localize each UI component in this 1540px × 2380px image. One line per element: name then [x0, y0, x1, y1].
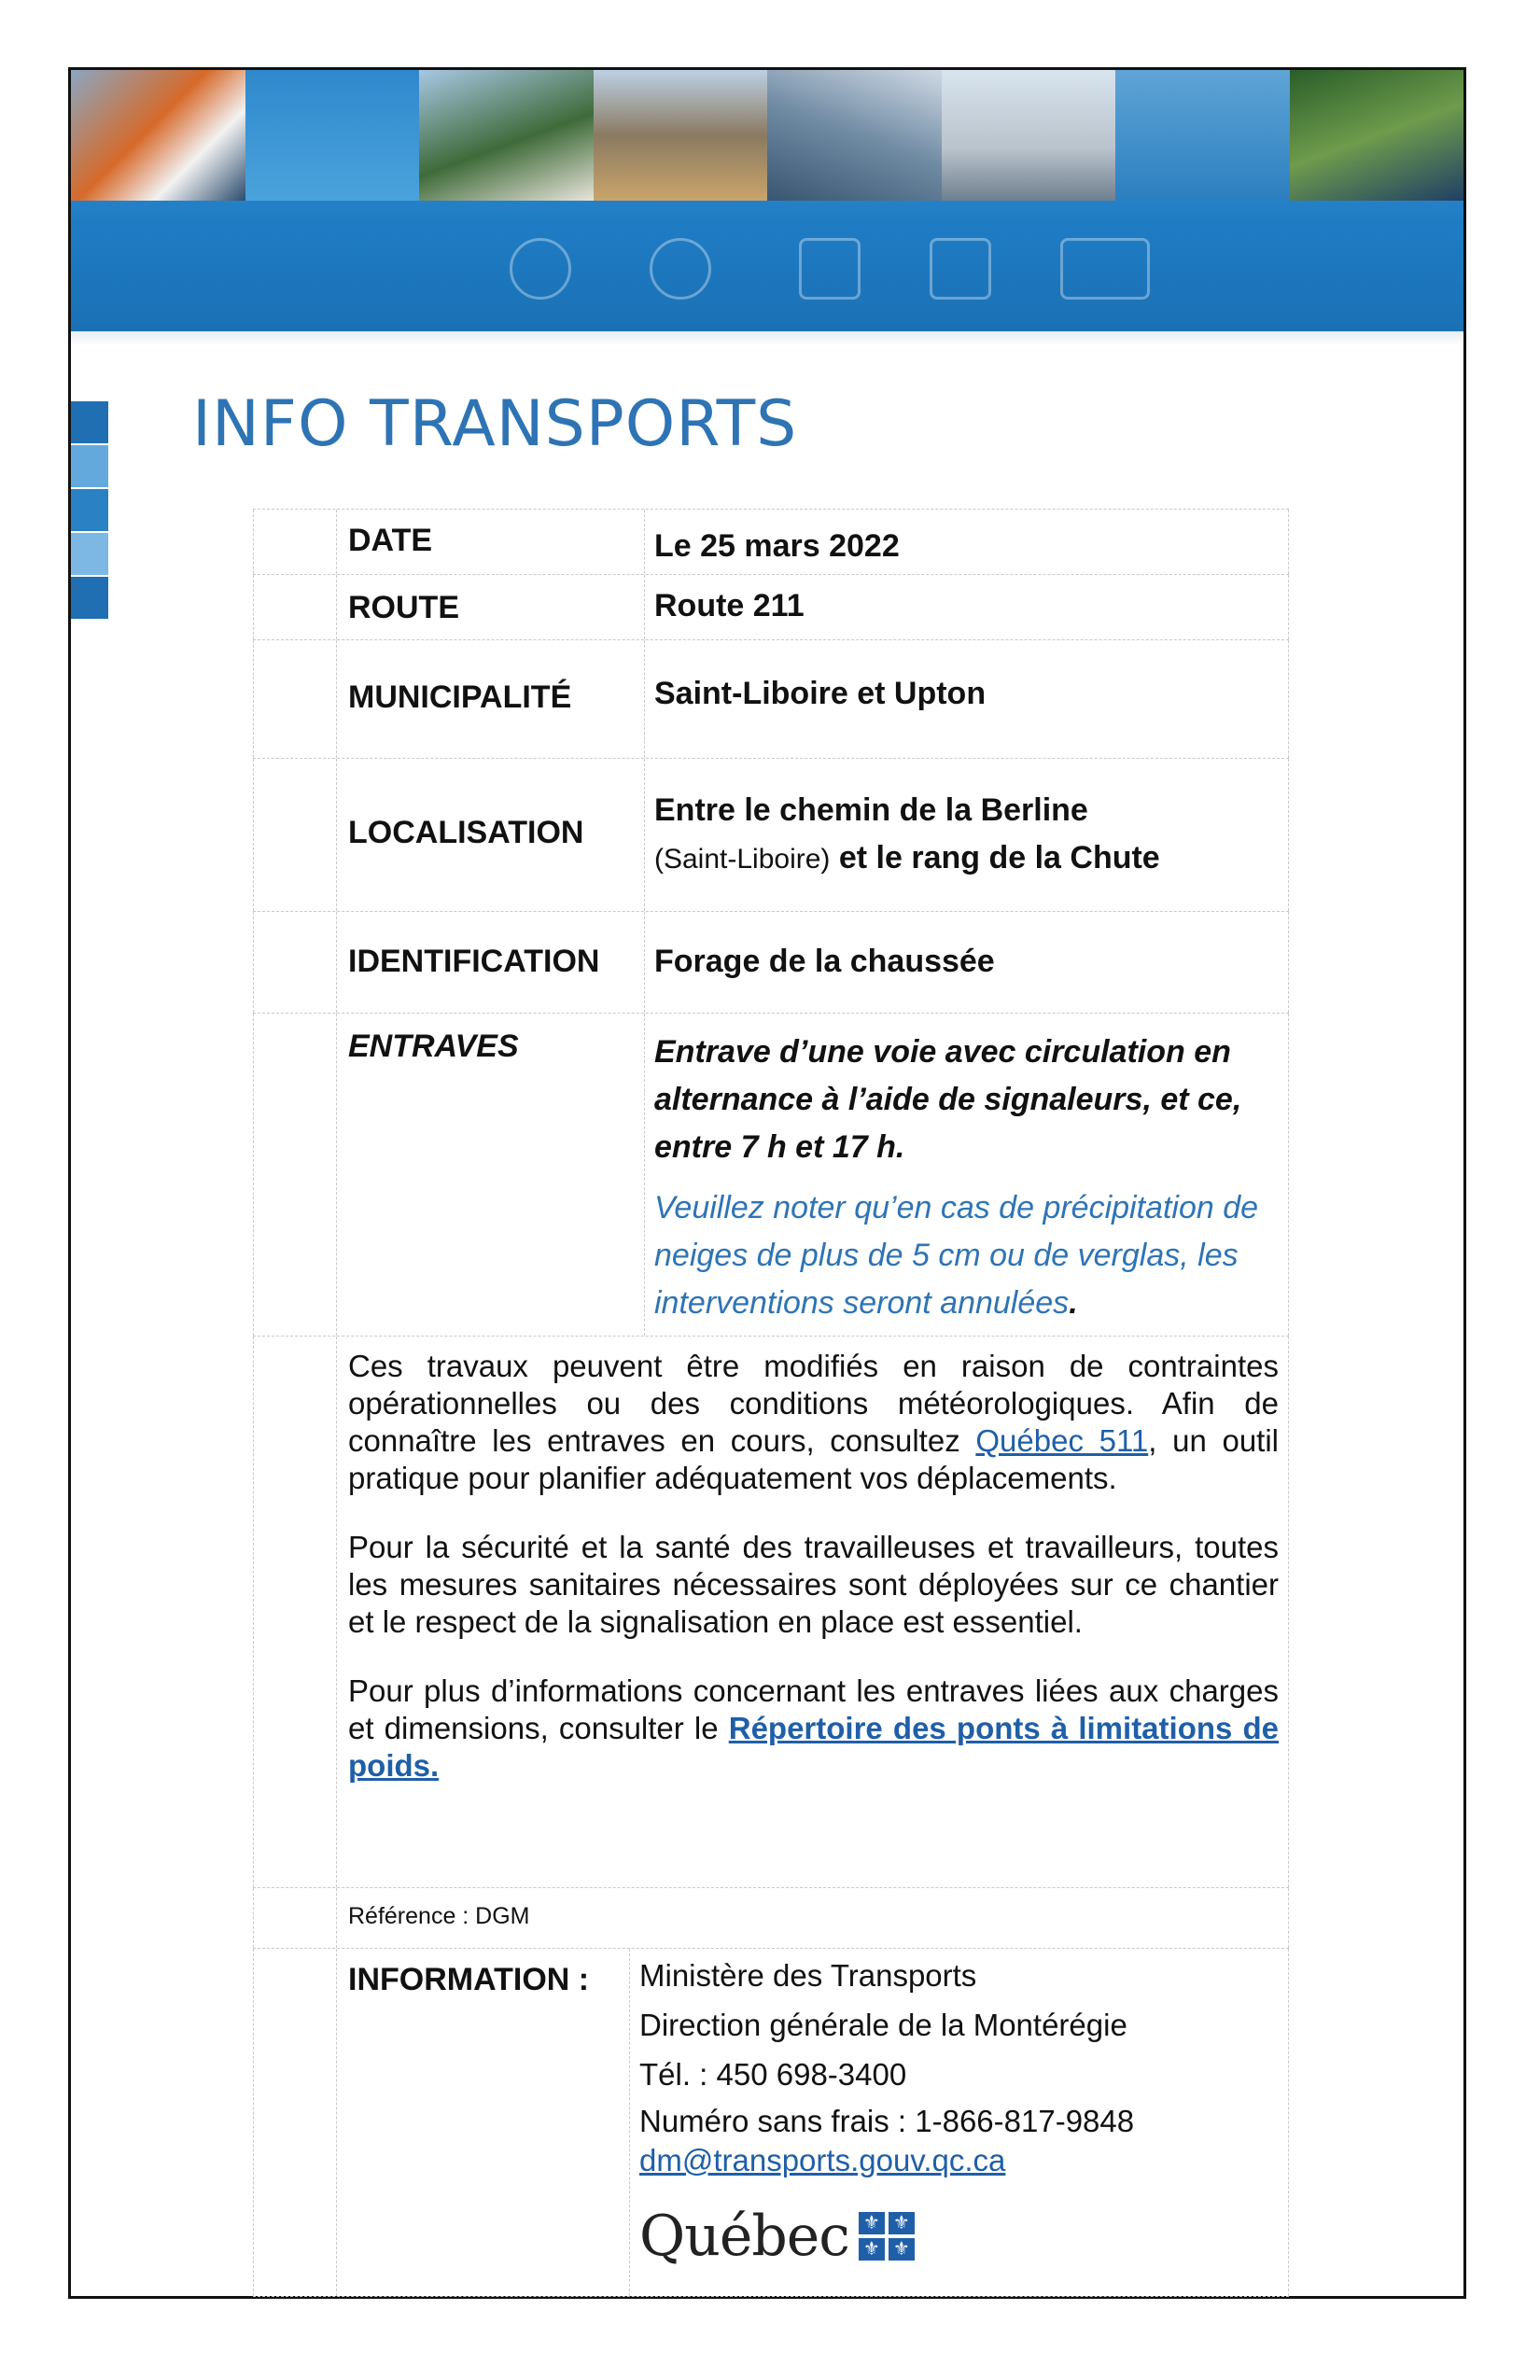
bridges-directory-link[interactable]: Répertoire des ponts à limitations de poids. — [348, 1711, 1280, 1783]
banner-photo-bikes — [1290, 70, 1464, 201]
banner-bottom-shade — [71, 331, 1463, 346]
banner-photo-rail-yard — [594, 70, 768, 201]
body-text — [337, 1337, 1289, 1887]
info-email-link[interactable]: dm@transports.gouv.qc.ca — [639, 2143, 1006, 2177]
identification-label: IDENTIFICATION — [348, 944, 600, 979]
banner-photo-strip — [71, 70, 1463, 201]
accent-square — [71, 401, 108, 443]
table-row — [253, 1887, 1289, 1948]
identification-value: Forage de la chaussée — [654, 944, 995, 979]
municipality-value: Saint-Liboire et Upton — [654, 676, 987, 711]
municipality-label: MUNICIPALITÉ — [348, 679, 572, 715]
table-row — [253, 509, 1289, 574]
route-label: ROUTE — [348, 590, 459, 625]
info-phone: Tél. : 450 698-3400 — [639, 2057, 907, 2092]
banner-train-icon — [1060, 238, 1150, 300]
quebec-logo — [639, 2204, 1281, 2269]
location-small: (Saint-Liboire) — [654, 844, 831, 875]
info-ministry: Ministère des Transports — [639, 1958, 977, 1993]
quebec-wordmark: Québec — [639, 2204, 849, 2269]
table-row — [253, 639, 1289, 758]
paragraph-conditions: Ces travaux peuvent être modifiés en raison de contraintes opérationnelles ou des conditions météorologiques. Afin de connaître les entraves en cours, consultez Québec 511, un outil pratique pour planifier adéquatement vos déplacements. — [348, 1349, 1280, 1495]
entraves-value: Entrave d’une voie avec circulation en alternance à l’aide de signaleurs, et ce, entre 7 h et 17 h. — [654, 1034, 1242, 1165]
quebec-511-link[interactable]: Québec 511 — [975, 1423, 1149, 1458]
banner-photo-blue — [245, 70, 420, 201]
accent-square — [71, 577, 108, 619]
entraves-note: Veuillez noter qu’en cas de précipitation de neiges de plus de 5 cm ou de verglas, les interventions seront annulées. — [654, 1190, 1259, 1321]
notice-table — [253, 509, 1289, 2297]
page-title: INFO TRANSPORTS — [192, 387, 798, 461]
location-rest: et le rang de la Chute — [830, 840, 1160, 875]
accent-square — [71, 533, 108, 575]
accent-square — [71, 489, 108, 531]
banner-sign-icon — [799, 238, 861, 300]
table-row — [253, 1013, 1289, 1336]
banner-wheel-icon — [650, 238, 711, 300]
banner-511-icon — [930, 238, 991, 300]
banner-photo-blue-2 — [1115, 70, 1290, 201]
date-value: Le 25 mars 2022 — [654, 528, 900, 564]
reference-text: Référence : DGM — [348, 1903, 530, 1929]
document-frame — [68, 67, 1466, 2299]
route-value: Route 211 — [654, 588, 805, 623]
date-label: DATE — [348, 523, 433, 558]
banner-plane-icon — [510, 238, 571, 300]
banner-photo-highway — [419, 70, 594, 201]
accent-square — [71, 445, 108, 487]
table-row — [253, 1336, 1289, 1887]
info-toll-free: Numéro sans frais : 1-866-817-9848 — [639, 2104, 1135, 2138]
table-row — [253, 1948, 1289, 2297]
header-banner — [71, 70, 1463, 346]
information-label: INFORMATION : — [348, 1962, 590, 1997]
table-row — [253, 758, 1289, 911]
table-row — [253, 911, 1289, 1013]
table-row — [253, 574, 1289, 639]
banner-photo-workers — [71, 70, 245, 201]
location-line-2 — [654, 834, 1281, 883]
paragraph-safety: Pour la sécurité et la santé des travailleuses et travailleurs, toutes les mesures sanitaires nécessaires sont déployées sur ce chantier et le respect de la signalisation en place est essentiel. — [348, 1530, 1279, 1639]
banner-photo-port — [767, 70, 942, 201]
entraves-label: ENTRAVES — [348, 1029, 519, 1064]
banner-photo-bridge — [942, 70, 1116, 201]
quebec-flag-icon: ⚜ ⚜ ⚜ ⚜ — [855, 2208, 918, 2264]
paragraph-bridges: Pour plus d’informations concernant les entraves liées aux charges et dimensions, consulter le Répertoire des ponts à limitations de poids. — [348, 1673, 1280, 1783]
location-label: LOCALISATION — [348, 815, 584, 850]
location-line-1: Entre le chemin de la Berline — [654, 792, 1088, 828]
info-direction: Direction générale de la Montérégie — [639, 2008, 1127, 2042]
